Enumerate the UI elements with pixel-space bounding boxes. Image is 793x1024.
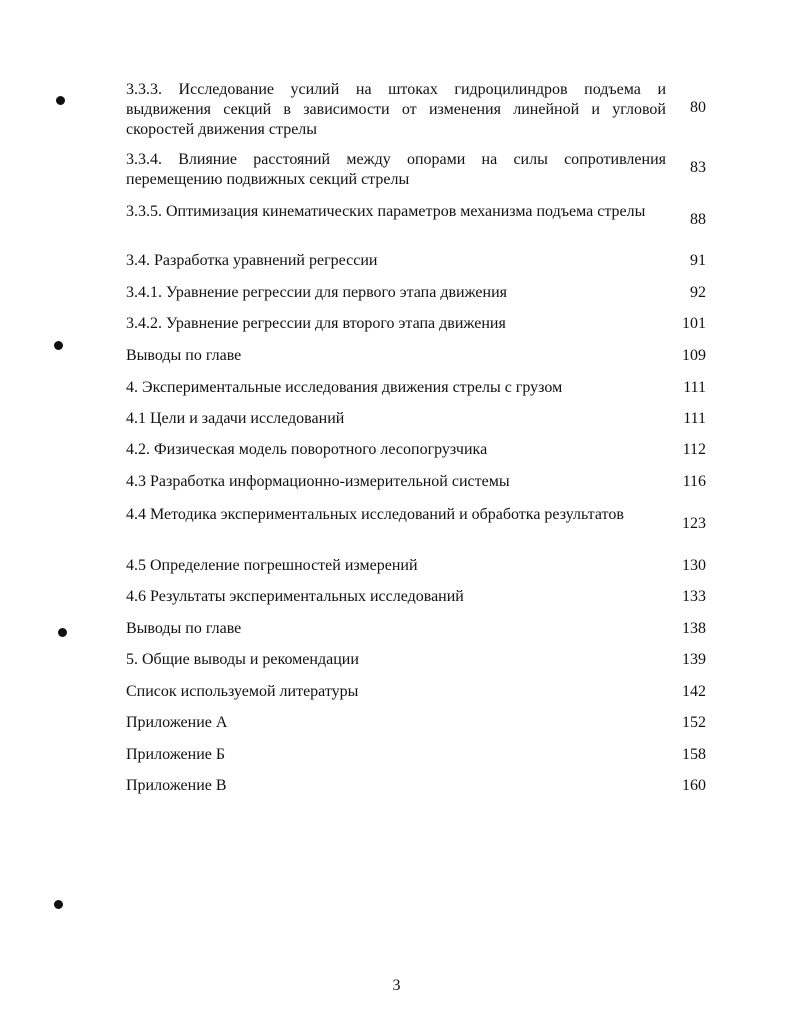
- toc-entry-title: 4.2. Физическая модель поворотного лесопогрузчика: [126, 441, 488, 458]
- toc-entry-page: 80: [690, 99, 706, 116]
- toc-entry-title: 3.3.3. Исследование усилий на штоках гидроцилиндров подъема и выдвижения секций в зависимости от изменения линейной и угловой скоростей движения стрелы: [126, 81, 666, 138]
- binder-hole-mark: [54, 341, 63, 350]
- toc-entry-title: Приложение А: [126, 714, 228, 731]
- toc-entry-title: 3.3.5. Оптимизация кинематических параметров механизма подъема стрелы: [126, 203, 646, 220]
- toc-entry-title: Выводы по главе: [126, 347, 242, 364]
- toc-entry-page: 138: [682, 620, 706, 637]
- toc-entry-title: 4.6 Результаты экспериментальных исследований: [126, 588, 464, 605]
- toc-entry-page: 83: [690, 159, 706, 176]
- toc-entry-title: Список используемой литературы: [126, 683, 359, 700]
- toc-entry-title: Выводы по главе: [126, 620, 242, 637]
- toc-entry-page: 101: [682, 315, 706, 332]
- binder-hole-mark: [54, 900, 63, 909]
- toc-entry-title: 3.4. Разработка уравнений регрессии: [126, 252, 378, 269]
- toc-entry-title: 4.5 Определение погрешностей измерений: [126, 557, 418, 574]
- toc-entry-page: 130: [682, 557, 706, 574]
- toc-entry-page: 112: [682, 441, 706, 458]
- toc-entry-title: 3.4.2. Уравнение регрессии для второго этапа движения: [126, 315, 506, 332]
- toc-entry-page: 160: [682, 777, 706, 794]
- toc-entry-title: 4.3 Разработка информационно-измерительной системы: [126, 473, 510, 490]
- binder-hole-mark: [58, 628, 67, 637]
- toc-entry-page: 109: [682, 347, 706, 364]
- toc-entry-page: 158: [682, 746, 706, 763]
- toc-entry-title: 4.1 Цели и задачи исследований: [126, 410, 345, 427]
- binder-hole-mark: [56, 96, 65, 105]
- toc-entry-page: 88: [690, 211, 706, 228]
- toc-entry-page: 133: [682, 588, 706, 605]
- toc-entry-title: Приложение Б: [126, 746, 226, 763]
- toc-entry-page: 123: [682, 515, 706, 532]
- toc-entry-page: 139: [682, 651, 706, 668]
- toc-entry-page: 91: [690, 252, 706, 269]
- toc-entry-page: 152: [682, 714, 706, 731]
- toc-entry-page: 92: [690, 284, 706, 301]
- page-number: 3: [392, 977, 401, 994]
- toc-entry-page: 111: [683, 379, 706, 396]
- toc-entry-title: 3.3.4. Влияние расстояний между опорами на силы сопротивления перемещению подвижных секций стрелы: [126, 151, 666, 188]
- toc-entry-page: 142: [682, 683, 706, 700]
- toc-entry-title: 3.4.1. Уравнение регрессии для первого этапа движения: [126, 284, 508, 301]
- toc-entry-page: 116: [682, 473, 706, 490]
- toc-entry-title: 5. Общие выводы и рекомендации: [126, 651, 359, 668]
- toc-entry-title: Приложение В: [126, 777, 227, 794]
- toc-entry-page: 111: [683, 410, 706, 427]
- toc-entry-title: 4. Экспериментальные исследования движения стрелы с грузом: [126, 379, 563, 396]
- toc-entry-title: 4.4 Методика экспериментальных исследований и обработка результатов: [126, 506, 624, 523]
